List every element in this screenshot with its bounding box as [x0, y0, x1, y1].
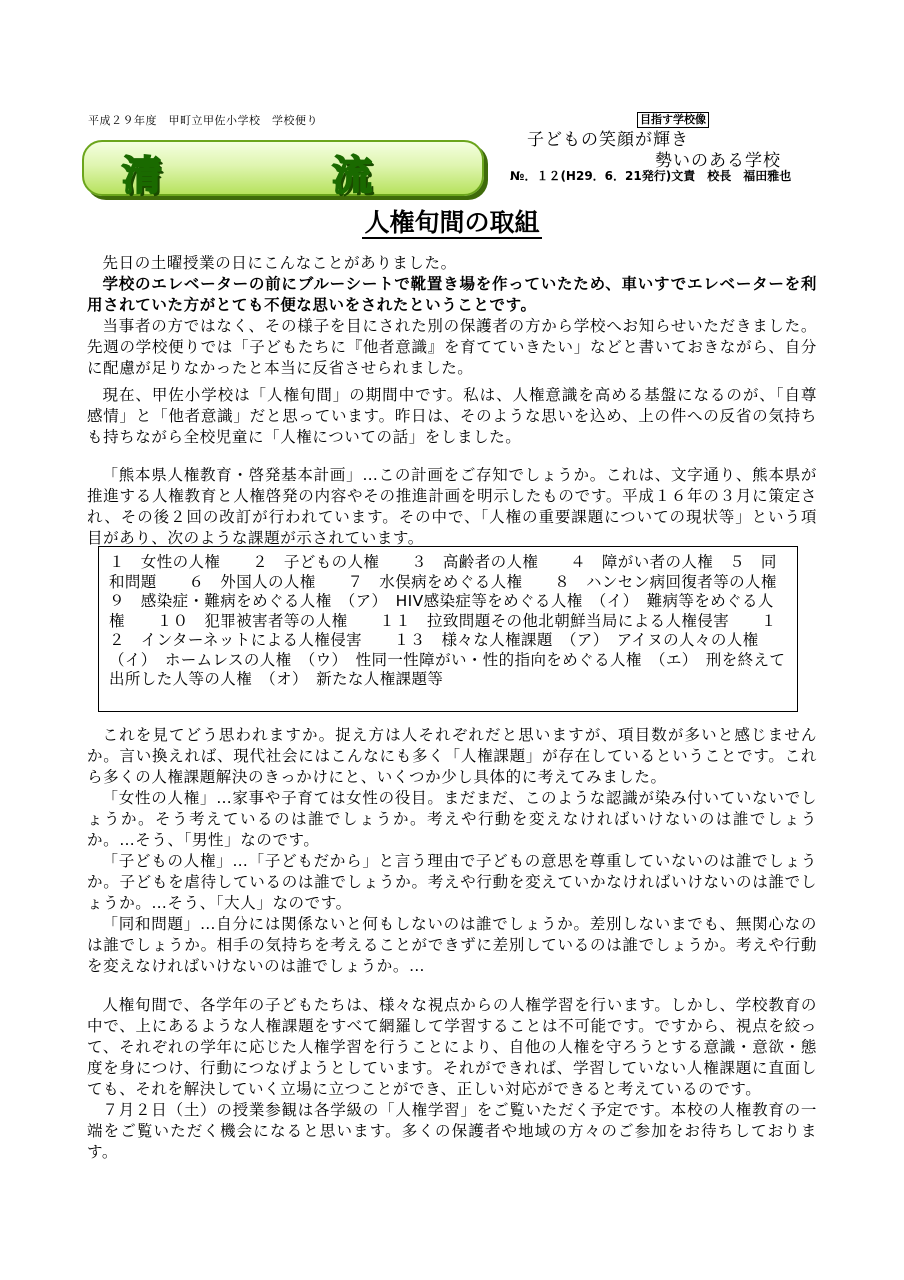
section-human-rights-week: [87, 385, 817, 448]
paragraph: 当事者の方ではなく、その様子を目にされた別の保護者の方から学校へお知らせいただきました。先週の学校便りでは「子どもたちに『他者意識』を育てていきたい」などと書いておきながら、自分に配慮が足りなかったと本当に反省させられました。: [87, 317, 817, 377]
section-incident: [87, 253, 817, 379]
section-learning: [87, 995, 817, 1163]
section-reflection: [87, 725, 817, 977]
paragraph-bold: 学校のエレベーターの前にブルーシートで靴置き場を作っていたため、車いすでエレベーターを利用されていた方がとても不便な思いをされたということです。: [87, 275, 817, 314]
banner-char-2: 流: [332, 153, 372, 199]
vision-line-1: 子どもの笑顔が輝き: [527, 130, 689, 150]
section-kumamoto-plan: [87, 465, 817, 549]
school-name-line: 平成２９年度 甲町立甲佐小学校 学校便り: [88, 114, 318, 127]
paragraph: これを見てどう思われますか。捉え方は人それぞれだと思いますが、項目数が多いと感じませんか。言い換えれば、現代社会にはこんなにも多く「人権課題」が存在しているということです。これら多くの人権課題解決のきっかけにと、いくつか少し具体的に考えてみました。: [87, 726, 817, 786]
paragraph: ７月２日（土）の授業参観は各学級の「人権学習」をご覧いただく予定です。本校の人権教育の一端をご覧いただく機会になると思います。多くの保護者や地域の方々のご参加をお待ちしております。: [87, 1101, 817, 1161]
rights-issues-box: １ 女性の人権 ２ 子どもの人権 ３ 高齢者の人権 ４ 障がい者の人権 ５ 同和問題 ６ 外国人の人権 ７ 水俣病をめぐる人権 ８ ハンセン病回復者等の人権 ９ 感染症・難病をめぐる人権 （ア） HIV感染症等をめぐる人権 （イ） 難病等をめぐる人権 １０ 犯罪被害者等の人権 １１ 拉致問題その他北朝鮮当局による人権侵害 １２ インターネットによる人権侵害 １３ 様々な人権課題 （ア） アイヌの人々の人権 （イ） ホームレスの人権 （ウ） 性同一性障がい・性的指向をめぐる人権 （エ） 刑を終えて出所した人等の人権 （オ） 新たな人権課題等: [98, 546, 798, 712]
newsletter-banner: [82, 140, 484, 199]
page-title: 人権旬間の取組: [364, 208, 540, 237]
paragraph: 「熊本県人権教育・啓発基本計画」…この計画をご存知でしょうか。これは、文字通り、熊本県が推進する人権教育と人権啓発の内容やその推進計画を明示したものです。平成１６年の３月に策定され、その後２回の改訂が行われています。その中で、「人権の重要課題についての現状等」という項目があり、次のような課題が示されています。: [87, 466, 817, 547]
vision-line-2: 勢いのある学校: [655, 151, 781, 171]
paragraph: 現在、甲佐小学校は「人権旬間」の期間中です。私は、人権意識を高める基盤になるのが、「自尊感情」と「他者意識」だと思っています。昨日は、そのような思いを込め、上の件への反省の気持ちも持ちながら全校児童に「人権についての話」をしました。: [87, 386, 817, 446]
paragraph: 先日の土曜授業の日にこんなことがありました。: [102, 254, 457, 272]
paragraph: 「子どもの人権」…「子どもだから」と言う理由で子どもの意思を尊重していないのは誰でしょうか。子どもを虐待しているのは誰でしょうか。考えや行動を変えていかなければいけないのは誰でしょうか。…そう、「大人」なのです。: [87, 852, 817, 912]
vision-label: 目指す学校像: [637, 112, 709, 128]
paragraph: 「女性の人権」…家事や子育ては女性の役目。まだまだ、このような認識が染み付いていないでしょうか。そう考えているのは誰でしょうか。考えや行動を変えなければいけないのは誰でしょうか。…そう、「男性」なのです。: [87, 789, 817, 849]
paragraph: 人権旬間で、各学年の子どもたちは、様々な視点からの人権学習を行います。しかし、学校教育の中で、上にあるような人権課題をすべて網羅して学習することは不可能です。ですから、視点を絞って、それぞれの学年に応じた人権学習を行うことにより、自他の人権を守ろうとする意識・意欲・態度を身につけ、行動につなげようとしています。それができれば、学習していない人権課題に直面しても、それを解決していく立場に立つことができ、正しい対応ができると考えているのです。: [87, 996, 817, 1098]
issue-info: №．１２(H29．6．21発行)文責 校長 福田雅也: [510, 169, 792, 183]
paragraph: 「同和問題」…自分には関係ないと何もしないのは誰でしょうか。差別しないまでも、無関心なのは誰でしょうか。相手の気持ちを考えることができずに差別しているのは誰でしょうか。考えや行動を変えなければいけないのは誰でしょうか。…: [87, 915, 817, 975]
banner-char-1: 清: [122, 153, 162, 199]
